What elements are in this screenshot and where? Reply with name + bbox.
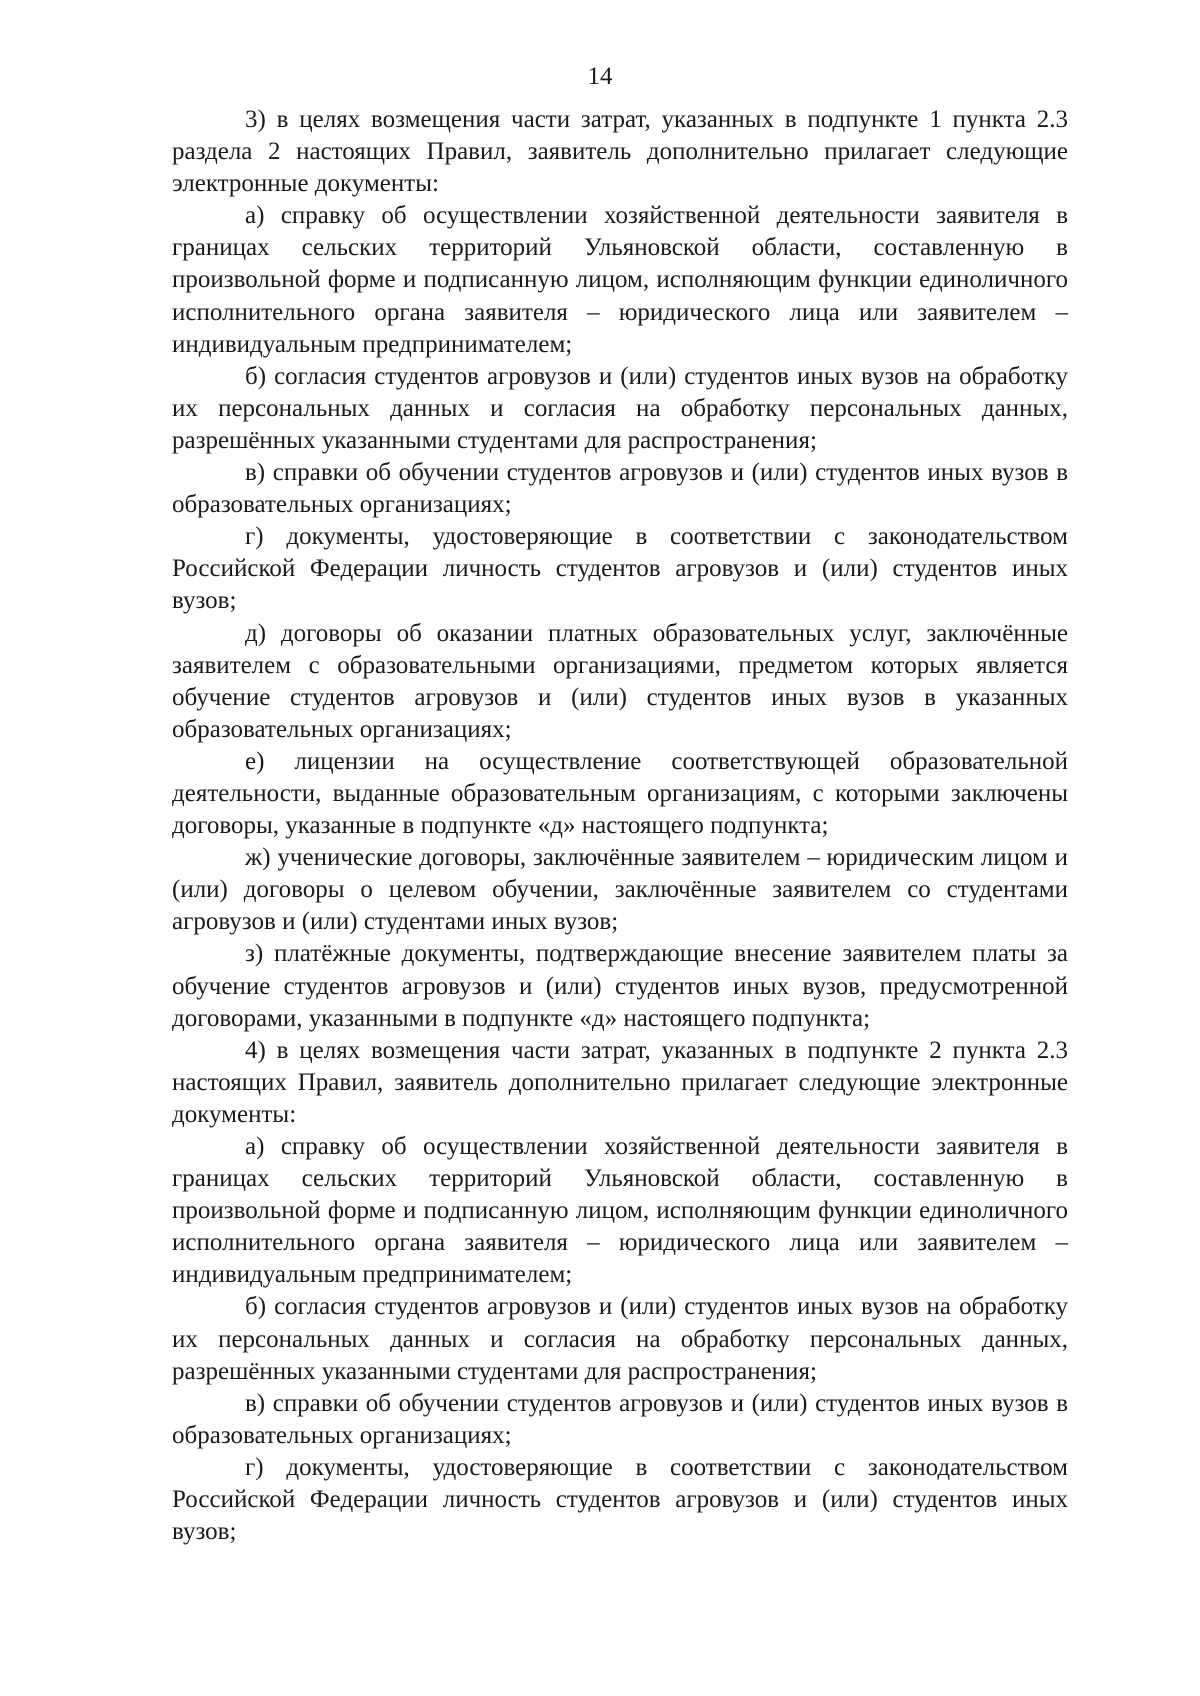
paragraph-3-intro: 3) в целях возмещения части затрат, указанных в подпункте 1 пункта 2.3 раздела 2 настоящих Правил, заявитель дополнительно прилагает следующие электронные документы: (172, 106, 1068, 198)
document-body (172, 104, 1068, 1548)
paragraph-4-g: г) документы, удостоверяющие в соответствии с законодательством Российской Федерации личность студентов агровузов и (или) студентов иных вузов; (172, 1453, 1068, 1546)
paragraph-4-b: б) согласия студентов агровузов и (или) студентов иных вузов на обработку их персональных данных и согласия на обработку персональных данных, разрешённых указанными студентами для распространения; (172, 1293, 1068, 1385)
paragraph-4-intro: 4) в целях возмещения части затрат, указанных в подпункте 2 пункта 2.3 настоящих Правил, заявитель дополнительно прилагает следующие электронные документы: (172, 1036, 1068, 1128)
paragraph-3-zh: ж) ученические договоры, заключённые заявителем – юридическим лицом и (или) договоры о целевом обучении, заключённые заявителем со студентами агровузов и (или) студентами иных вузов; (172, 844, 1068, 936)
paragraph-3-b: б) согласия студентов агровузов и (или) студентов иных вузов на обработку их персональных данных и согласия на обработку персональных данных, разрешённых указанными студентами для распространения; (172, 362, 1068, 454)
page-number: 14 (587, 63, 613, 90)
paragraph-3-d: д) договоры об оказании платных образовательных услуг, заключённые заявителем с образовательными организациями, предметом которых является обучение студентов агровузов и (или) студентов иных вузов в указанных образовательных организациях; (172, 619, 1068, 743)
paragraph-3-a: а) справку об осуществлении хозяйственной деятельности заявителя в границах сельских территорий Ульяновской области, составленную в произвольной форме и подписанную лицом, исполняющим функции единоличного исполнительного органа заявителя – юридического лица или заявителем – индивидуальным предпринимателем; (172, 202, 1068, 358)
paragraph-3-v: в) справки об обучении студентов агровузов и (или) студентов иных вузов в образовательных организациях; (172, 459, 1068, 519)
paragraph-3-g: г) документы, удостоверяющие в соответствии с законодательством Российской Федерации личность студентов агровузов и (или) студентов иных вузов; (172, 523, 1068, 615)
paragraph-3-e: е) лицензии на осуществление соответствующей образовательной деятельности, выданные образовательным организациям, с которыми заключены договоры, указанные в подпункте «д» настоящего подпункта; (172, 747, 1068, 840)
paragraph-4-a: а) справку об осуществлении хозяйственной деятельности заявителя в границах сельских территорий Ульяновской области, составленную в произвольной форме и подписанную лицом, исполняющим функции единоличного исполнительного органа заявителя – юридического лица или заявителем – индивидуальным предпринимателем; (172, 1133, 1068, 1289)
paragraph-3-z: з) платёжные документы, подтверждающие внесение заявителем платы за обучение студентов агровузов и (или) студентов иных вузов, предусмотренной договорами, указанными в подпункте «д» настоящего подпункта; (172, 940, 1068, 1032)
paragraph-4-v: в) справки об обучении студентов агровузов и (или) студентов иных вузов в образовательных организациях; (172, 1389, 1068, 1449)
